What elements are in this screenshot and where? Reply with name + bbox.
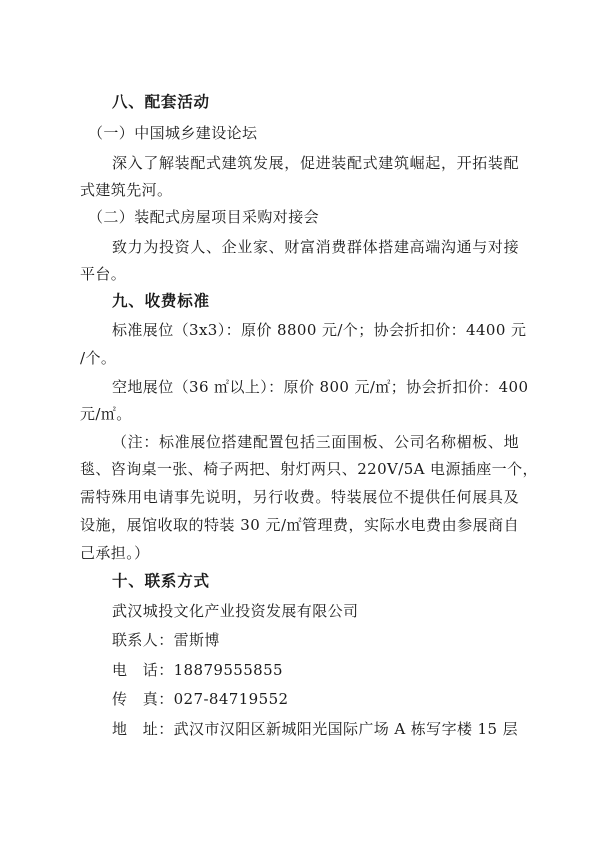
- subsection-title-forum: （一）中国城乡建设论坛: [88, 124, 258, 142]
- contact-person-label: 联系人：: [112, 631, 174, 649]
- contact-phone-row: [112, 660, 283, 680]
- fee-note-line3: 需特殊用电请事先说明，另行收费。特装展位不提供任何展具及: [80, 488, 519, 506]
- contact-address-row: [112, 719, 518, 739]
- contact-phone-value: 18879555855: [173, 661, 283, 679]
- contact-phone-label: 电 话：: [112, 661, 174, 679]
- paragraph-procurement-line1: 致力为投资人、企业家、财富消费群体搭建高端沟通与对接: [112, 238, 519, 256]
- section-heading-contact: 十、联系方式: [112, 572, 210, 590]
- fee-note-line4: 设施，展馆收取的特装 30 元/㎡管理费，实际水电费由参展商自: [80, 516, 519, 534]
- fee-note-line1: （注：标准展位搭建配置包括三面围板、公司名称楣板、地: [112, 433, 519, 451]
- fee-standard-booth-line2: /个。: [80, 349, 117, 367]
- contact-person-row: [112, 630, 220, 650]
- section-heading-fees: 九、收费标准: [112, 292, 210, 310]
- fee-space-booth-line2: 元/㎡。: [80, 405, 132, 423]
- contact-address-label: 地 址：: [112, 720, 174, 738]
- fee-space-booth-line1: 空地展位（36 ㎡以上）：原价 800 元/㎡；协会折扣价：400: [112, 378, 529, 396]
- section-heading-activities: 八、配套活动: [112, 93, 210, 111]
- fee-note-line2: 毯、咨询桌一张、椅子两把、射灯两只、220V/5A 电源插座一个，: [80, 460, 538, 478]
- contact-person-name: 雷斯博: [173, 631, 220, 649]
- contact-address-value: 武汉市汉阳区新城阳光国际广场 A 栋写字楼 15 层: [173, 720, 519, 738]
- contact-company: 武汉城投文化产业投资发展有限公司: [112, 602, 359, 620]
- paragraph-forum-line1: 深入了解装配式建筑发展，促进装配式建筑崛起，开拓装配: [112, 154, 519, 172]
- fee-standard-booth-line1: 标准展位（3x3）：原价 8800 元/个；协会折扣价：4400 元: [112, 321, 527, 339]
- subsection-title-procurement: （二）装配式房屋项目采购对接会: [88, 208, 320, 226]
- contact-fax-row: [112, 689, 288, 709]
- paragraph-forum-line2: 式建筑先河。: [80, 181, 173, 199]
- paragraph-procurement-line2: 平台。: [80, 265, 127, 283]
- contact-fax-value: 027-84719552: [173, 690, 289, 708]
- fee-note-line5: 己承担。）: [80, 544, 150, 562]
- contact-fax-label: 传 真：: [112, 690, 174, 708]
